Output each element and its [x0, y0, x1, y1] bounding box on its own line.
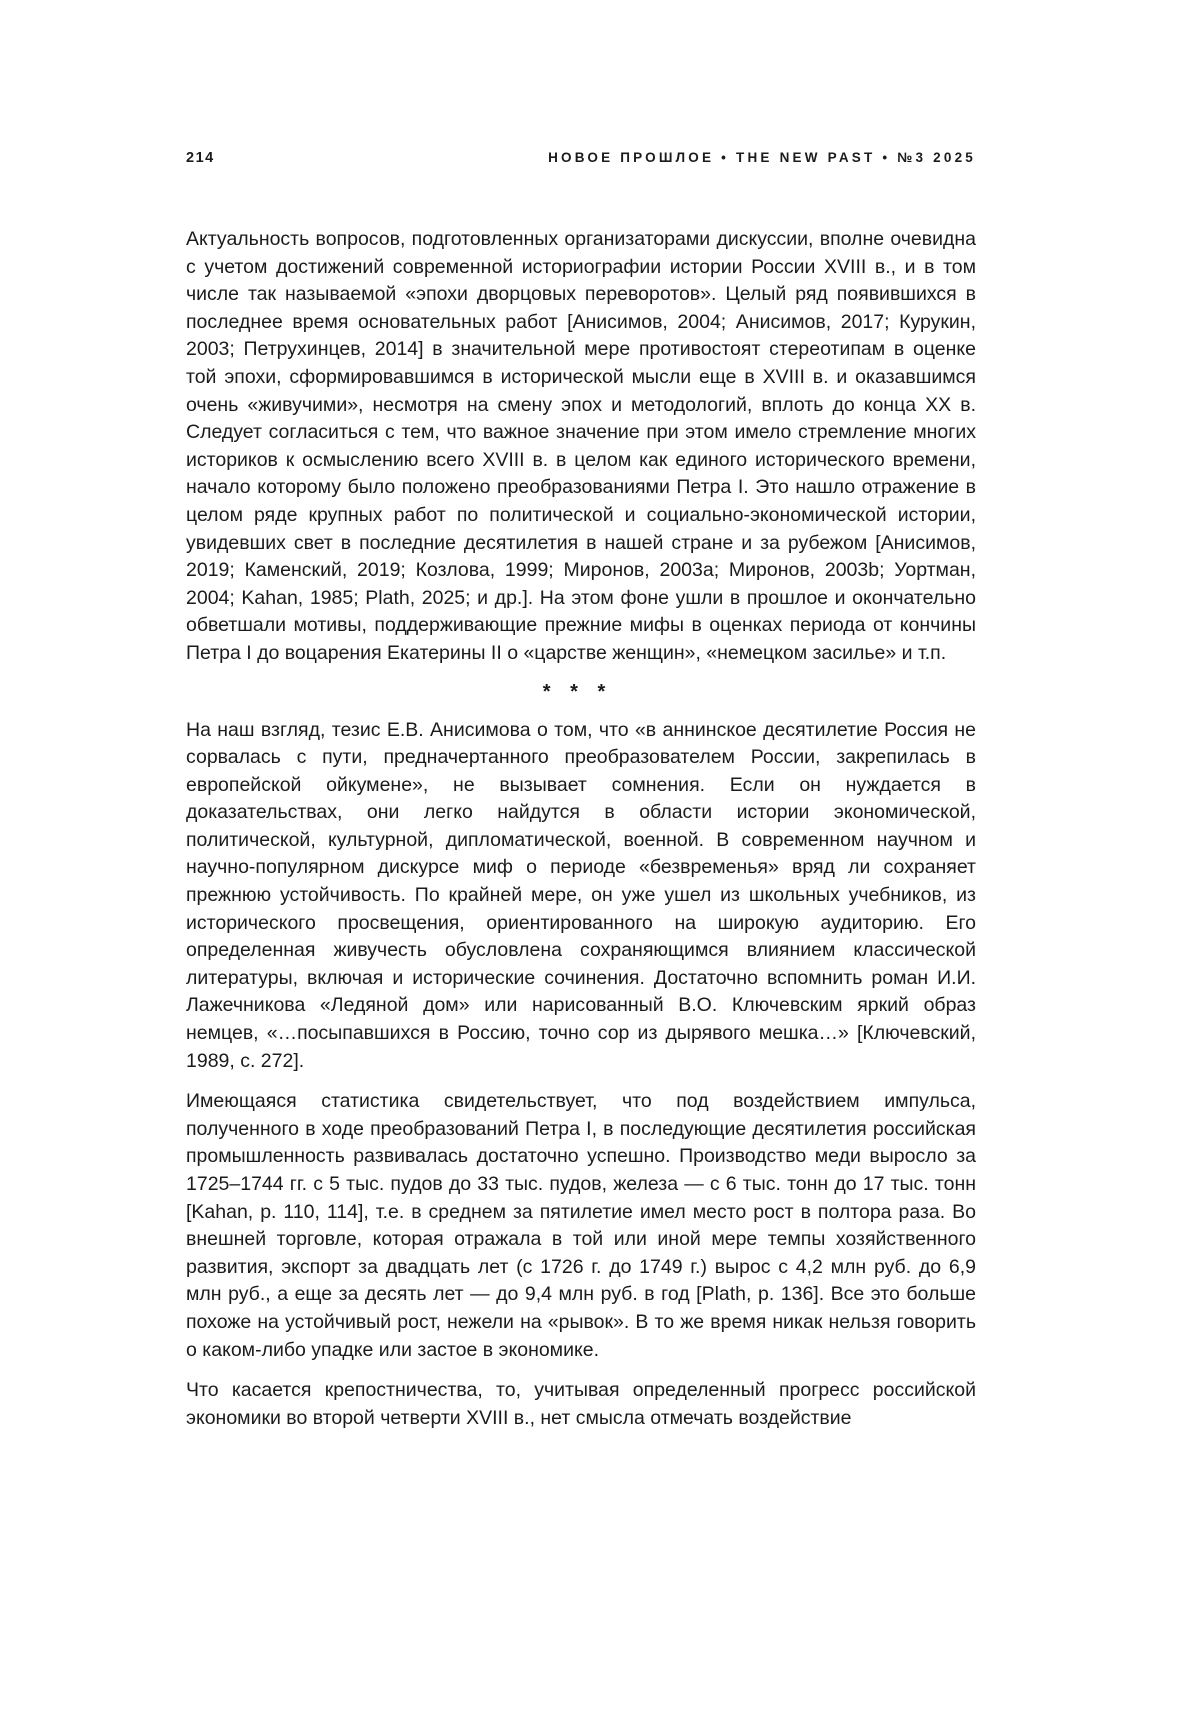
paragraph-3: Имеющаяся статистика свидетельствует, что под воздействием импульса, полученного в ходе преобразований Петра I, в последующие десятилетия российская промышленность развивалась достаточно успешно. Производство меди выросло за 1725–1744 гг. с 5 тыс. пудов до 33 тыс. пудов, железа — с 6 тыс. тонн до 17 тыс. тонн [Kahan, p. 110, 114], т.е. в среднем за пятилетие имел место рост в полтора раза. Во внешней торговле, которая отражала в той или иной мере темпы хозяйственного развития, экспорт за двадцать лет (с 1726 г. до 1749 г.) вырос с 4,2 млн руб. до 6,9 млн руб., а еще за десять лет — до 9,4 млн руб. в год [Plath, p. 136]. Все это больше похоже на устойчивый рост, нежели на «рывок». В то же время никак нельзя говорить о каком-либо упадке или застое в экономике. — [186, 1090, 976, 1361]
paragraph-2: На наш взгляд, тезис Е.В. Анисимова о том, что «в аннинское десятилетие Россия не сорвалась с пути, предначертанного преобразователем России, закрепилась в европейской ойкумене», не вызывает сомнения. Если он нуждается в доказательствах, они легко найдутся в области истории экономической, политической, культурной, дипломатической, военной. В современном научном и научно-популярном дискурсе миф о периоде «безвременья» вряд ли сохраняет прежнюю устойчивость. По крайней мере, он уже ушел из школьных учебников, из исторического просвещения, ориентированного на широкую аудиторию. Его определенная живучесть обусловлена сохраняющимся влиянием классической литературы, включая и исторические сочинения. Достаточно вспомнить роман И.И. Лажечникова «Ледяной дом» или нарисованный В.О. Ключевским яркий образ немцев, «…посыпавшихся в Россию, точно сор из дырявого мешка…» [Ключевский, 1989, с. 272]. — [186, 718, 976, 1072]
running-title: НОВОЕ ПРОШЛОЕ • THE NEW PAST • №3 2025 — [548, 150, 976, 165]
paragraph-4: Что касается крепостничества, то, учитывая определенный прогресс российской экономики во второй четверти XVIII в., нет смысла отмечать воздействие — [186, 1379, 976, 1429]
section-separator: * * * — [542, 680, 613, 703]
page-number: 214 — [186, 150, 215, 166]
running-head — [186, 150, 976, 166]
paragraph-1: Актуальность вопросов, подготовленных организаторами дискуссии, вполне очевидна с учетом достижений современной историографии истории России XVIII в., и в том числе так называемой «эпохи дворцовых переворотов». Целый ряд появившихся в последнее время основательных работ [Анисимов, 2004; Анисимов, 2017; Курукин, 2003; Петрухинцев, 2014] в значительной мере противостоят стереотипам в оценке той эпохи, сформировавшимся в исторической мысли еще в XVIII в. и оказавшимся очень «живучими», несмотря на смену эпох и методологий, вплоть до конца XX в. Следует согласиться с тем, что важное значение при этом имело стремление многих историков к осмыслению всего XVIII в. в целом как единого исторического времени, начало которому было положено преобразованиями Петра I. Это нашло отражение в целом ряде крупных работ по политической и социально-экономической истории, увидевших свет в последние десятилетия в нашей стране и за рубежом [Анисимов, 2019; Каменский, 2019; Козлова, 1999; Миронов, 2003a; Миронов, 2003b; Уортман, 2004; Kahan, 1985; Plath, 2025; и др.]. На этом фоне ушли в прошлое и окончательно обветшали мотивы, поддерживающие прежние мифы в оценках периода от кончины Петра I до воцарения Екатерины II о «царстве женщин», «немецком засилье» и т.п. — [186, 228, 976, 664]
